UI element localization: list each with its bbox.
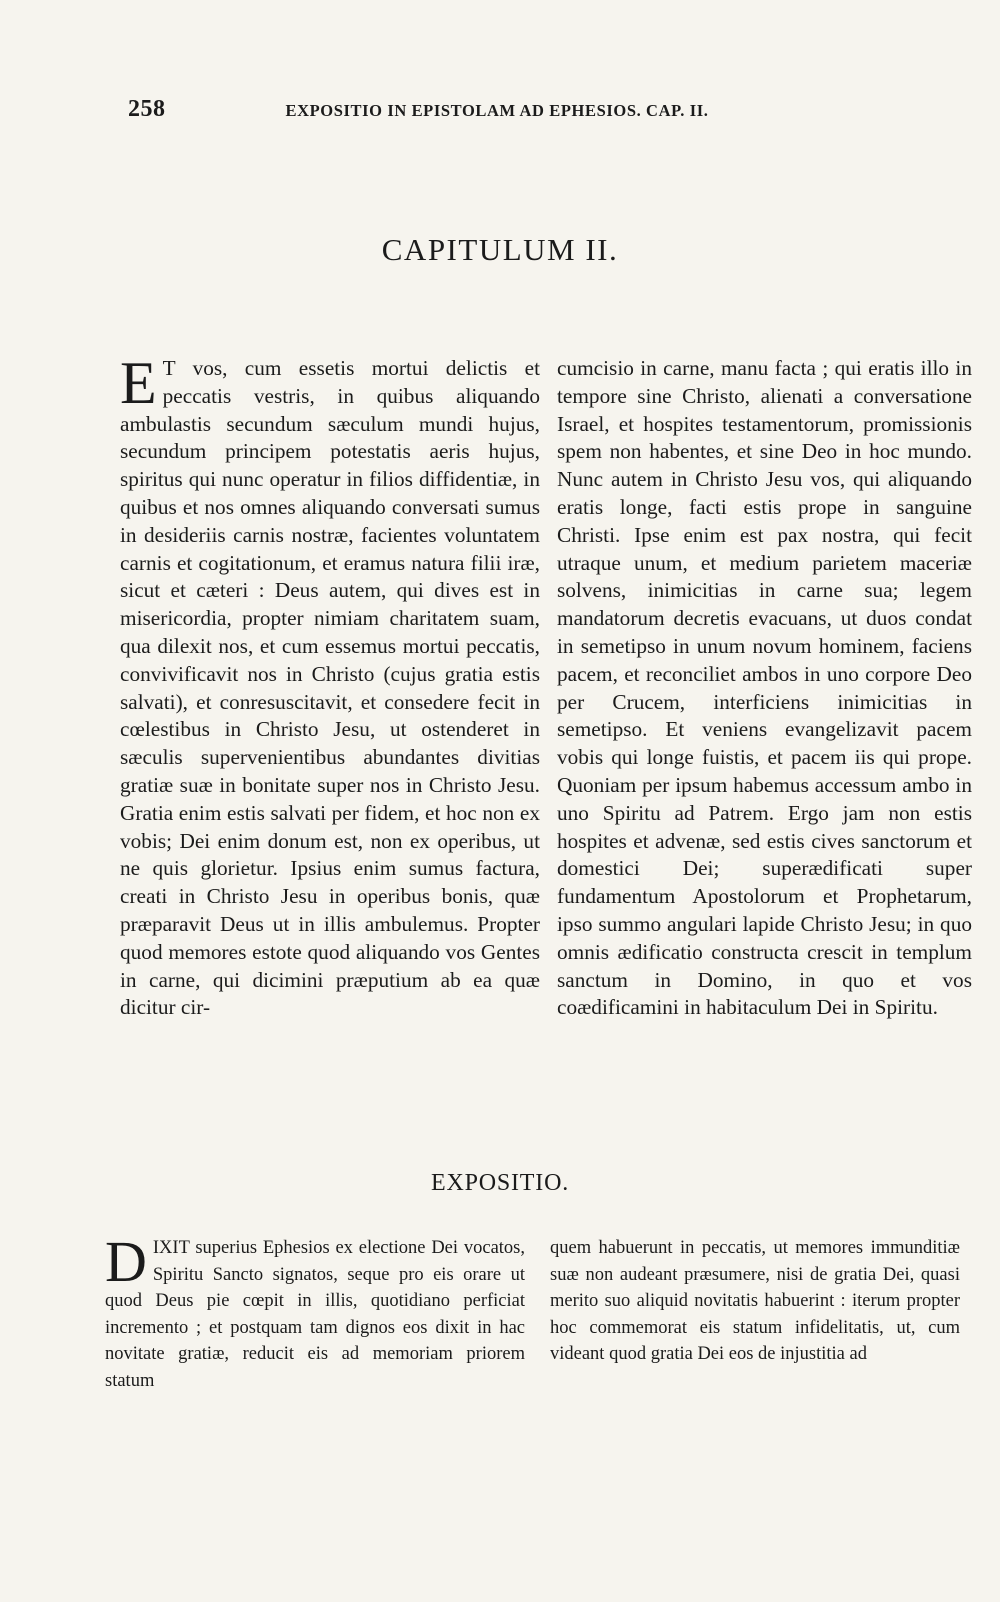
- running-head: [128, 96, 818, 123]
- scripture-text-left: T vos, cum essetis mortui delictis et peccatis vestris, in quibus aliquando ambulastis secundum sæculum mundi hujus, secundum principem potestatis aeris hujus, spiritus qui nunc operatur in filios diffidentiæ, in quibus et nos omnes aliquando conversati sumus in desideriis carnis nostræ, facientes voluntatem carnis et cogitationum, et eramus natura filii iræ, sicut et cæteri : Deus autem, qui dives est in misericordia, propter nimiam charitatem suam, qua dilexit nos, et cum essemus mortui peccatis, convivificavit nos in Christo (cujus gratia estis salvati), et conresuscitavit, et consedere fecit in cœlestibus in Christo Jesu, ut ostenderet in sæculis supervenientibus abundantes divitias gratiæ suæ in bonitate super nos in Christo Jesu. Gratia enim estis salvati per fidem, et hoc non ex vobis; Dei enim donum est, non ex operibus, ut ne quis glorietur. Ipsius enim sumus factura, creati in Christo Jesu in operibus bonis, quæ præparavit Deus ut in illis ambulemus. Propter quod memores estote quod aliquando vos Gentes in carne, qui dicimini præputium ab ea quæ dicitur cir-: [120, 356, 540, 1020]
- expositio-text-left: IXIT superius Ephesios ex electione Dei vocatos, Spiritu Sancto signatos, seque pro eis orare ut quod Deus pie cœpit in illis, quotidiano perficiat incremento ; et postquam tam dignos eos dixit in hac novitate gratiæ, reducit eis ad memoriam priorem statum: [105, 1238, 525, 1391]
- dropcap: E: [120, 350, 157, 416]
- running-head-title: EXPOSITIO IN EPISTOLAM AD EPHESIOS. CAP. II.: [285, 101, 709, 120]
- dropcap: D: [105, 1229, 147, 1294]
- page-number: 258: [128, 96, 166, 122]
- expositio-right-column: [550, 1235, 960, 1368]
- expositio-heading: EXPOSITIO.: [431, 1170, 569, 1196]
- scripture-text-right: cumcisio in carne, manu facta ; qui eratis illo in tempore sine Christo, alienati a conversatione Israel, et hospites testamentorum, promissionis spem non habentes, et sine Deo in hoc mundo. Nunc autem in Christo Jesu vos, qui aliquando eratis longe, facti estis prope in sanguine Christi. Ipse enim est pax nostra, qui fecit utraque unum, et medium parietem maceriæ solvens, inimicitias in carne sua; legem mandatorum decretis evacuans, ut duos condat in semetipso in unum novum hominem, faciens pacem, et reconciliet ambos in uno corpore Deo per Crucem, interficiens inimicitias in semetipso. Et veniens evangelizavit pacem vobis qui longe fuistis, et pacem iis qui prope. Quoniam per ipsum habemus accessum ambo in uno Spiritu ad Patrem. Ergo jam non estis hospites et advenæ, sed estis cives sanctorum et domestici Dei; superædificati super fundamentum Apostolorum et Prophetarum, ipso summo angulari lapide Christo Jesu; in quo omnis ædificatio constructa crescit in templum sanctum in Domino, in quo et vos coædificamini in habitaculum Dei in Spiritu.: [557, 356, 972, 1020]
- scripture-text-left-column: [120, 350, 540, 1022]
- expositio-text-right: quem habuerunt in peccatis, ut memores immunditiæ suæ non audeant præsumere, nisi de gratia Dei, quasi merito suo aliquid novitatis habuerint : iterum propter hoc commemorat eis statum infidelitatis, ut, cum videant quod gratia Dei eos de injustitia ad: [550, 1238, 960, 1364]
- chapter-title: CAPITULUM II.: [381, 232, 619, 267]
- expositio-left-column: [105, 1229, 525, 1394]
- scripture-text-right-column: [557, 355, 972, 1022]
